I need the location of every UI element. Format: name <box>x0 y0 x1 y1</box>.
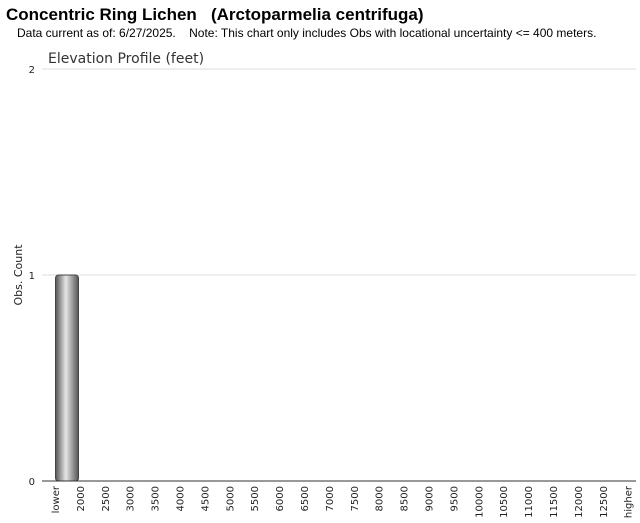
bar-lower <box>56 275 79 481</box>
x-tick-label: 9500 <box>449 486 461 512</box>
x-tick-label: 6500 <box>300 486 311 512</box>
x-tick-label: 12000 <box>573 486 585 518</box>
y-tick-label: 1 <box>28 271 35 282</box>
x-tick-label: 12500 <box>598 486 610 518</box>
x-tick-label: 6000 <box>275 486 287 512</box>
x-tick-label: 2000 <box>75 486 87 512</box>
x-tick-label: lower <box>51 486 62 514</box>
x-tick-label: 3000 <box>125 486 137 512</box>
x-tick-label: higher <box>623 486 635 519</box>
y-tick-label: 0 <box>28 477 35 488</box>
data-note: Data current as of: 6/27/2025. Note: This chart only includes Obs with locational uncertainty <= 400 meters. <box>17 26 597 40</box>
x-tick-label: 11000 <box>524 486 536 518</box>
chart-title: Elevation Profile (feet) <box>48 51 205 67</box>
x-tick-label: 4000 <box>175 486 187 512</box>
x-tick-label: 5000 <box>225 486 237 512</box>
x-tick-label: 8000 <box>374 486 386 512</box>
x-tick-label: 10500 <box>499 486 511 518</box>
y-axis-label: Obs. Count <box>12 244 25 306</box>
x-tick-label: 7000 <box>324 486 336 512</box>
x-tick-label: 10000 <box>474 486 486 518</box>
y-tick-label: 2 <box>28 65 35 76</box>
x-tick-label: 4500 <box>200 486 212 512</box>
x-tick-label: 2500 <box>100 486 112 512</box>
x-tick-label: 7500 <box>349 486 361 512</box>
x-tick-label: 9000 <box>424 486 436 512</box>
x-tick-label: 5500 <box>250 486 262 512</box>
x-tick-label: 3500 <box>150 486 162 512</box>
x-tick-label: 11500 <box>549 486 560 518</box>
x-tick-label: 8500 <box>399 486 411 512</box>
page-title: Concentric Ring Lichen (Arctoparmelia centrifuga) <box>6 5 424 24</box>
